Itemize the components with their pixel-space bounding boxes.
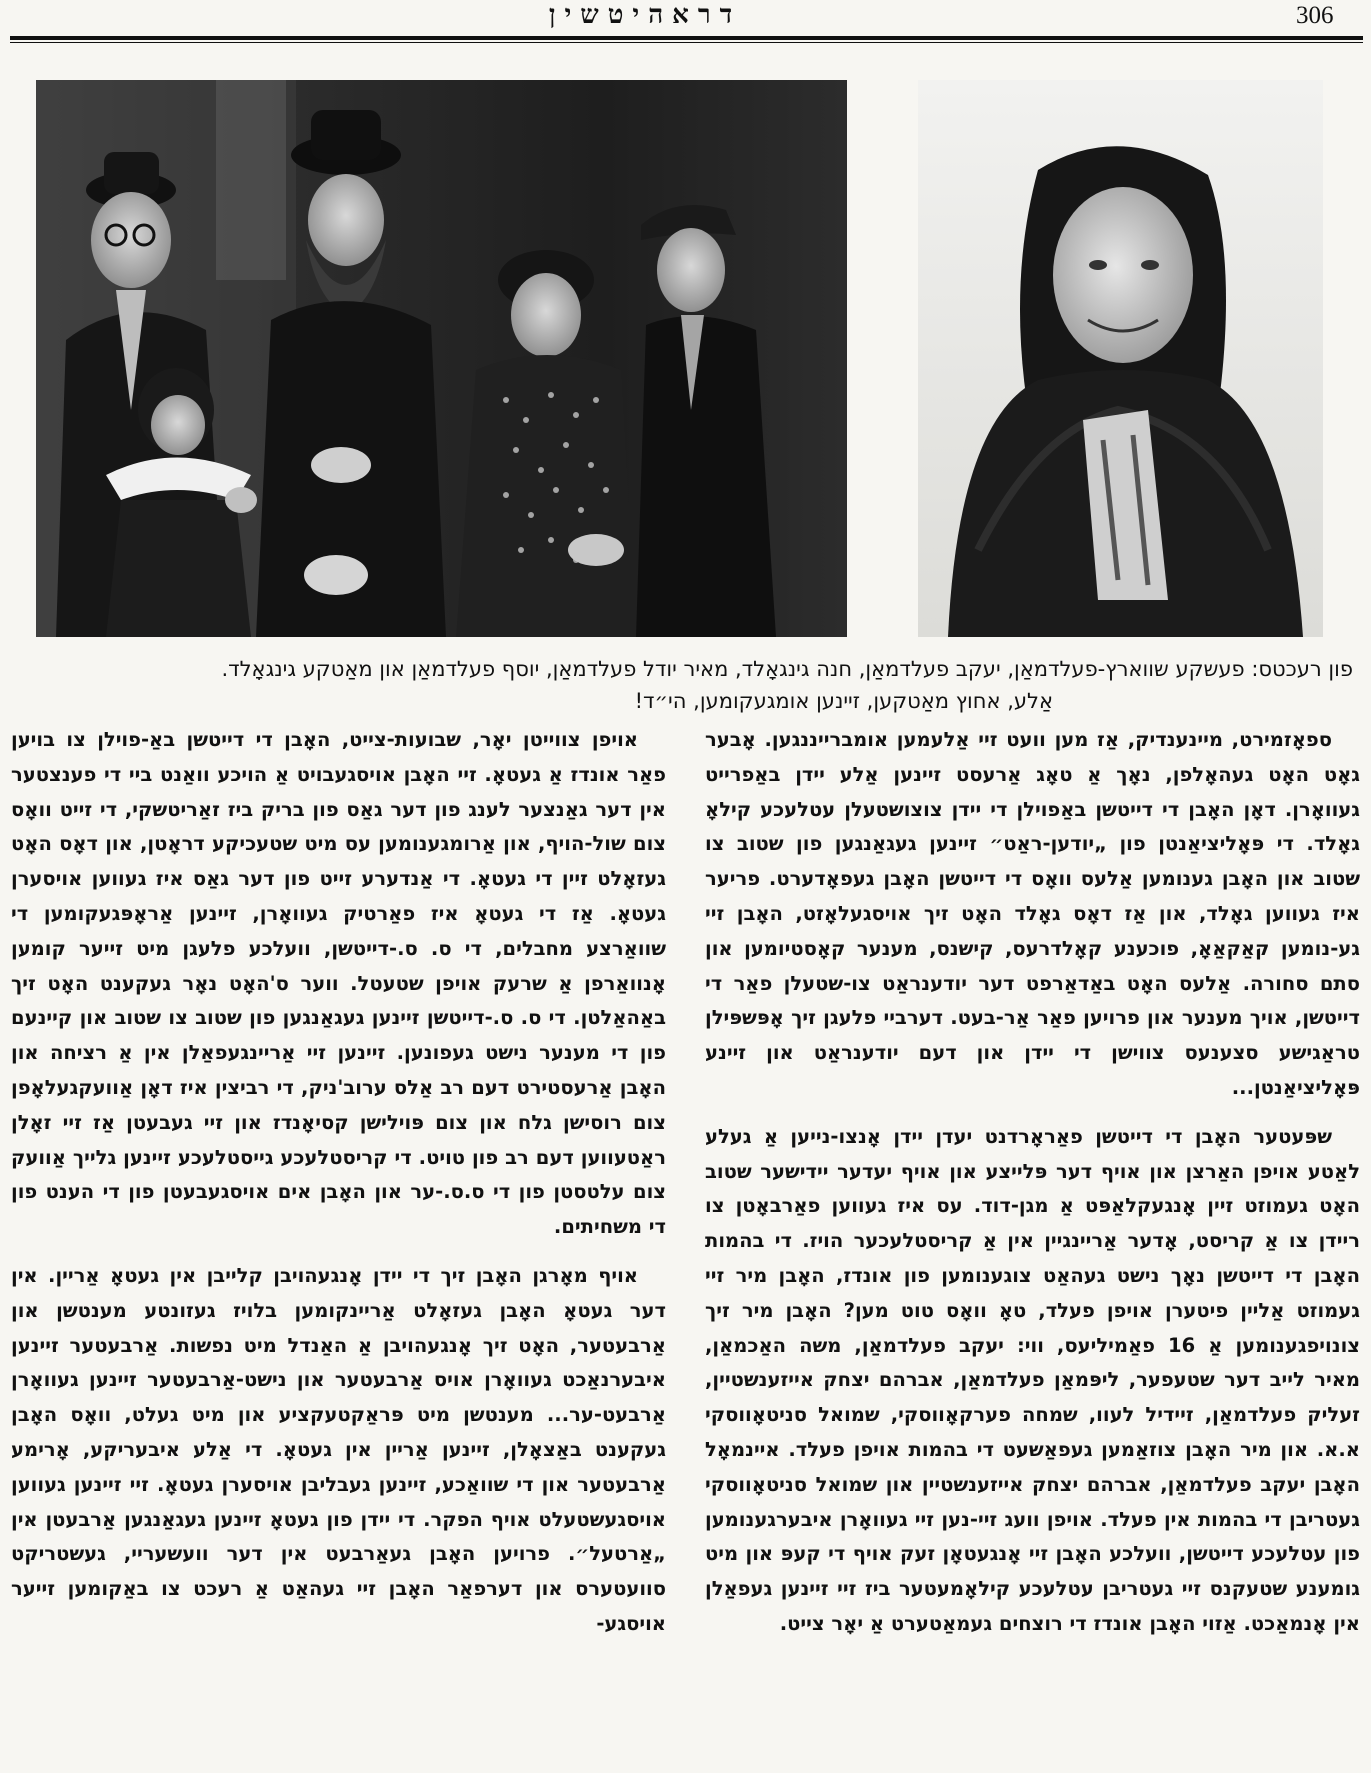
- header-rule-thick: [10, 36, 1363, 40]
- paragraph: שפּעטער האָבן די דייטשן פאַראָרדנט יעדן יידן אָנצו-נייען אַ געלע לאַטע אויפן האַרצן און אויף דער פּלייצע און אויף יעדער יידישער שטוב האָט געמוזט זיין אָנגעקלאַפּט אַ מגן-דוד. עס איז געווען פאַרבאָטן צו ריידן צו אַ קריסט, אָדער אַריינגיין אין אַ קריסטלעכער הויז. די בהמות האָבן די דייטשן נאָך נישט געהאַט צוגענומען פון אונדז, האָבן מיר זיי געמוזט אַליין פיטערן אויפן פעלד, טאָ וואָס טוט מען? האָבן מיר זיך צונויפגענומען אַ 16 פאַמיליעס, ווי: יעקב פעלדמאַן, משה האַכמאַן, מאיר לייב דער שטעפער, ליפּמאַן פעלדמאַן, אברהם יצחק אייזענשטיין, זעליק פעלדמאַן, זיידיל לעוו, שמחה פערקאָווסקי, שמואל סניטאָווסקי א.א. און מיר האָבן צוזאַמען געפאַשעט די בהמות אויפן פעלד. איינמאָל האָבן יעקב פעלדמאַן, אברהם יצחק אייזענשטיין און שמואל סניטאָווסקי געטריבן די בהמות אין פעלד. אויפן וועג זיי-נען זיי געוואָרן איבערגענומען פון עטלעכע דייטשן, וועלכע האָבן זיי אָנגעטאָן זעק אויף די קעפּ און מיט גומענע שטעקנס זיי געטריבן עטלעכע קילאָמעטער ביז זיי זיינען געפאַלן אין אָנמאַכט. אַזוי האָבן אונדז די רוצחים געמאַטערט אַ יאָר צייט.: [705, 1124, 1360, 1635]
- paragraph: אויפן צווייטן יאָר, שבועות-צייט, האָבן די דייטשן באַ-פוילן צו בויען פאַר אונדז אַ געטאָ. זיי האָבן אויסגעבויט אַ הויכע וואַנט ביי די פענצטער אין דער גאַנצער לענג פון דער גאַס פון בריק ביז זאַריטשקי, די זייט וואָס צום שול-הויף, און אַרומגענומען עס מיט שטעכיקע דראָטן, און דאָס האָט געזאָלט זיין די געטאָ. די אַנדערע זייט פון דער גאַס איז געווען אויסערן געטאָ. אַז די געטאָ איז פאַרטיק געוואָרן, זיינען אַראָפּגעקומען די שוואַרצע מחבלים, די ס. ס.-דייטשן, וועלכע פלעגן מיט זייער קומען אָנוואַרפן אַ שרעק אויפן שטעטל. ווער ס'האָט נאָר געקענט האָט זיך באַהאַלטן. די ס. ס.-דייטשן זיינען געגאַנגען פון שטוב צו שטוב און קיינעם פון די מענער נישט געפונען. זיינען זיי אַריינגעפאַלן אין אַ רציחה און האָבן אַרעסטירט דעם רב אַלס ערוב'ניק, די רביצין איז דאָן אַוועקגעלאָפן צום רוסישן גלח און צום פּוילישן קסיאָנדז און זיי געבעטן אַז זיי זאָלן ראַטעווען דעם רב פון טויט. די קריסטלעכע גייסטלעכע זיינען גלייך אַוועק צום עלטסטן פון די ס.ס.-ער און האָבן אים אויסגעבעטן פון די הענט פון די משחיתים.: [11, 728, 666, 1239]
- photo-caption: [20, 653, 1353, 717]
- portrait-photo-image: [918, 80, 1323, 637]
- header-rule-thin: [10, 42, 1363, 43]
- portrait-photograph: [918, 80, 1323, 637]
- caption-line-1: פון רעכטס: פעשקע שווארץ-פעלדמאַן, יעקב פעלדמאַן, חנה גינגאָלד, מאיר יודל פעלדמאַן, יוסף פעלדמאַן און מאַטקע גינגאָלד.: [221, 657, 1353, 681]
- group-photo-image: [36, 80, 847, 637]
- caption-line-2: אַלע, אחוץ מאַטקען, זיינען אומגעקומען, הי״ד!: [634, 689, 1053, 713]
- text-column-left: [11, 723, 666, 1656]
- text-column-right: [705, 723, 1360, 1656]
- page-number: 306: [1296, 2, 1334, 29]
- paragraph: אויף מאָרגן האָבן זיך די יידן אָנגעהויבן קלייבן אין געטאָ אַריין. אין דער געטאָ האָבן געזאָלט אַריינקומען בלויז געזונטע מענטשן און אַרבעטער, האָט זיך אָנגעהויבן אַ האַנדל מיט נפשות. אַרבעטער זיינען איבערנאַכט געוואָרן אויס אַרבעטער און נישט-אַרבעטער זיינען געוואָרן אַרבעט-ער... מענטשן מיט פּראַקטעקציע און מיט געלט, וואָס האָבן געקענט באַצאָלן, זיינען אַריין אין געטאָ. די אַלע איבעריקע, אָרימע אַרבעטער און די שוואַכע, זיינען געבליבן אויסערן געטאָ. זיי זיינען געווען אויסגעשטעלט אויף הפקר. די יידן פון געטאָ זיינען געגאַנגען אַרבעטן אין „אַרטעל״. פרויען האָבן געאַרבעט אין דער וועשעריי, געשטריקט סוועטערס און דערפאַר האָבן זיי געהאַט אַ רעכט צו באַקומען זייער אויסגע-: [11, 1263, 666, 1635]
- page-header: [10, 0, 1361, 36]
- running-title: דראהיטשין: [548, 0, 742, 30]
- group-photograph: [36, 80, 847, 637]
- paragraph: ספאָזמירט, מיינענדיק, אַז מען וועט זיי אַלעמען אומברייננגען. אָבער גאָט האָט געהאָלפן, נאָך אַ טאָג אַרעסט זיינען אַלע יידן באַפרייט געוואָרן. דאָן האָבן די דייטשן באַפוילן די יידן צוצושטעלן עטלעכע קילאָ גאָלד. די פּאָליציאַנטן פון „יודען-ראַט״ זיינען געגאַנגען פון שטוב צו שטוב און האָבן גענומען אַלעס וואָס די דייטשן האָבן געפאָדערט. פריער איז געווען גאָלד, און אַז דאָס גאָלד האָט זיך אויסגעלאָזט, האָבן זיי גע-נומען קאַקאַאָ, פוכענע קאָלדרעס, קישנס, מענער קאָסטיומען און סתם סחורה. אַלעס האָט באַדאַרפט דער יודענראַט צו-שטעלן פאַר די דייטשן, אויך מענער און פרויען פאַר אַר-בעט. דערביי פלעגן זיך אָפּשפּילן טראַגישע סצענעס צווישן די יידן און דעם יודענראַט און זיינע פּאָליציאַנטן...: [705, 728, 1360, 1099]
